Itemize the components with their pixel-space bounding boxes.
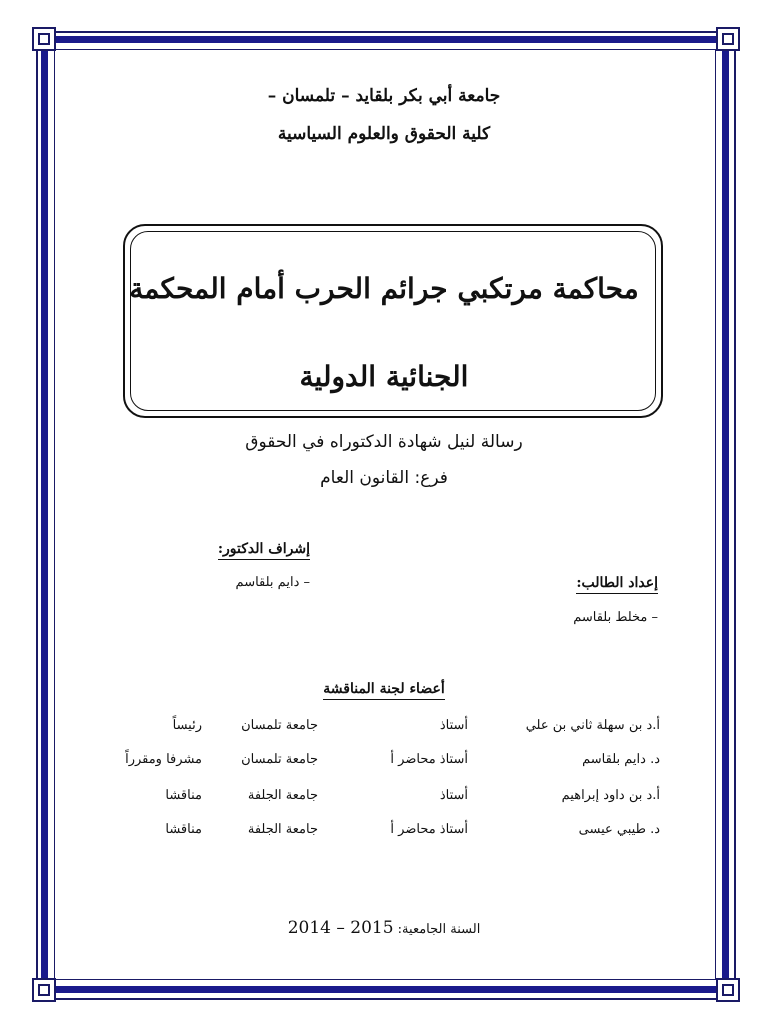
member-university: جامعة الجلفة [247,822,318,837]
member-role: رئيساً [172,718,202,733]
thesis-title-line2: الجنائية الدولية [299,360,469,393]
member-rank: أستاذ [439,718,468,733]
committee-member-row [100,788,660,810]
member-university: جامعة تلمسان [241,718,318,733]
student-name: – مخلط بلقاسم [573,610,658,625]
supervisor-name: – دايم بلقاسم [235,575,310,590]
corner-ornament-bottom-right [716,978,740,1002]
university-name: جامعة أبي بكر بلقايد – تلمسان – [267,86,501,106]
member-rank: أستاذ محاضر أ [390,752,468,767]
student-label-text: إعداد الطالب: [576,575,658,594]
committee-title-text: أعضاء لجنة المناقشة [323,681,444,700]
member-rank: أستاذ [439,788,468,803]
member-role: مشرفا ومقرراً [125,752,202,767]
branch-statement: فرع: القانون العام [320,468,448,488]
member-name: أ.د بن داود إبراهيم [561,788,660,803]
academic-year-value: 2014 – 2015 [287,918,394,938]
student-label [470,575,658,591]
committee-title [60,681,708,697]
academic-year [60,918,708,938]
member-name: د. طيبي عيسى [578,822,660,837]
member-university: جامعة تلمسان [241,752,318,767]
supervisor-label-text: إشراف الدكتور: [218,541,310,560]
corner-ornament-bottom-left [32,978,56,1002]
corner-ornament-top-left [32,27,56,51]
degree-statement: رسالة لنيل شهادة الدكتوراه في الحقوق [245,432,523,452]
thesis-title-line1: محاكمة مرتكبي جرائم الحرب أمام المحكمة [129,272,639,305]
member-role: مناقشا [165,788,202,803]
member-university: جامعة الجلفة [247,788,318,803]
academic-year-label: السنة الجامعية: [397,922,481,937]
committee-member-row [100,822,660,844]
faculty-name: كلية الحقوق والعلوم السياسية [277,124,491,144]
member-rank: أستاذ محاضر أ [390,822,468,837]
member-role: مناقشا [165,822,202,837]
member-name: د. دايم بلقاسم [582,752,660,767]
corner-ornament-top-right [716,27,740,51]
member-name: أ.د بن سهلة ثاني بن علي [525,718,660,733]
committee-member-row [100,718,660,740]
supervisor-label [150,541,310,557]
committee-member-row [100,752,660,774]
